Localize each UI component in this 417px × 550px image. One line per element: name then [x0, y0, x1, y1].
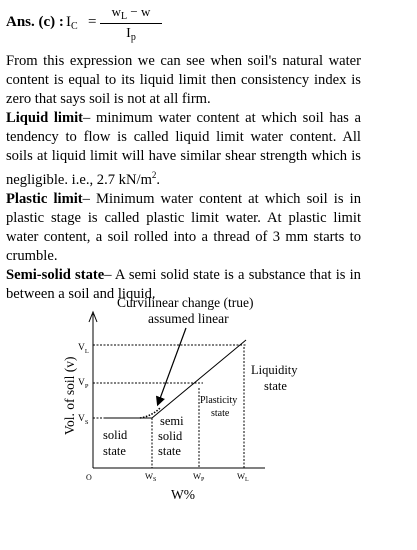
paragraph-liquid-limit: Liquid limit– minimum water content at which soil has a tendency to flow is called liquid limit water content. All soils at liquid limit will have similar shear strength which is negligible. i.e., 2.7 $kN/m^2$. — [6, 110, 361, 188]
formula-equals: = — [88, 14, 97, 30]
annotation-linear: assumed linear — [148, 311, 229, 326]
answer-formula — [6, 4, 361, 52]
formula-fraction — [100, 4, 162, 43]
annotation-arrow — [158, 328, 186, 404]
vp-label: $V_P$ — [78, 378, 89, 390]
plasticity-label-2: state — [211, 408, 230, 419]
paragraph-plastic-limit: Plastic limit– Minimum water content at which soil is in plastic stage is called plastic limit water. At plastic limit water content, a soil rolled into a thread of 3 mm starts to crumble. — [6, 190, 361, 264]
semi-solid-label-3: state — [158, 444, 181, 458]
vl-label: $V_L$ — [78, 343, 89, 355]
annotation-curvilinear: Curvilinear change (true) — [117, 295, 254, 310]
vs-label: $V_S$ — [78, 414, 89, 426]
soil-volume-diagram — [0, 292, 417, 522]
wp-label: $W_P$ — [193, 471, 205, 483]
semi-solid-label-2: solid — [158, 429, 183, 443]
origin-label: O — [86, 473, 92, 482]
liquidity-label-2: state — [264, 379, 287, 393]
paragraph-semi-solid: Semi-solid state– A semi solid state is a substance that is in between a soil and liquid. — [6, 266, 361, 302]
volume-curve — [104, 340, 246, 418]
answer-label: Ans. (c) : — [6, 14, 64, 30]
formula-lhs: $I_C$ — [66, 14, 78, 32]
x-axis-label: W% — [171, 487, 195, 502]
solid-state-label-1: solid — [103, 428, 128, 442]
liquidity-label-1: Liquidity — [251, 363, 298, 377]
ws-label: $W_S$ — [145, 471, 157, 483]
solid-state-label-2: state — [103, 444, 126, 458]
formula-denominator: $I_p$ — [126, 26, 136, 43]
plasticity-label-1: Plasticity — [200, 395, 238, 406]
semi-solid-label-1: semi — [160, 414, 184, 428]
answer-page — [6, 4, 361, 304]
formula-numerator: $w_L - w$ — [100, 4, 162, 24]
wl-label: $W_L$ — [237, 471, 249, 483]
y-axis-label: Vol. of soil (v) — [62, 356, 77, 435]
paragraph-expression: From this expression we can see when soil's natural water content is equal to its liquid limit then consistency index is zero that says soil is not at all firm. — [6, 53, 361, 107]
true-curve — [140, 408, 160, 418]
